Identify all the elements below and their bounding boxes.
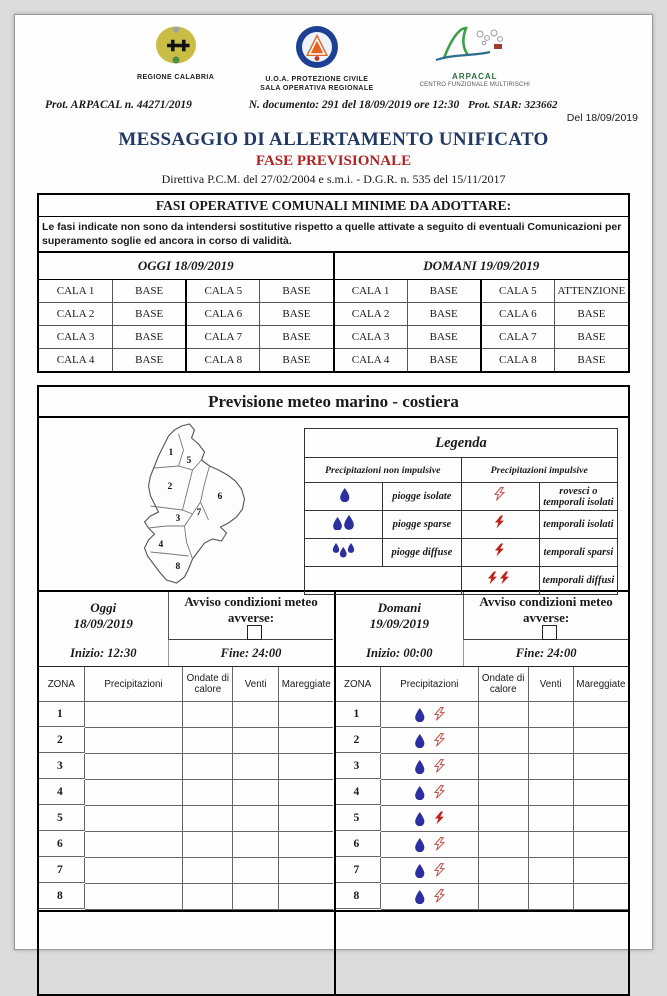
zone-mareggiate [574,832,628,858]
zone-ondate-di-calore [183,858,233,884]
legend-title: Legenda [305,429,618,458]
cala-phase-cell: BASE [113,280,187,303]
map-zone-label: 6 [217,492,223,503]
avviso-cell [464,592,628,640]
zone-ondate-di-calore [183,884,233,910]
legend-col-impulsive: Precipitazioni impulsive [461,458,618,483]
storm-diffuse-icon [487,571,513,586]
forecast-days [39,590,628,910]
storm-isolated-icon [493,515,507,530]
cala-phase-cell: BASE [407,280,481,303]
fasi-day-header: OGGI 18/09/2019 [39,253,334,280]
zone-ondate-di-calore [479,702,529,728]
zone-mareggiate [574,728,628,754]
zone-row [336,806,629,832]
zone-ondate-di-calore [183,754,233,780]
map-zone-label: 5 [186,456,192,467]
notes-box-domani [334,910,629,994]
cala-phase-cell: BASE [260,326,334,349]
zone-precipitazioni [85,754,184,780]
zone-number: 2 [39,728,85,753]
prot-arpacal: Prot. ARPACAL n. 44271/2019 [45,99,192,111]
zone-precipitazioni [381,832,479,858]
prot-siar-block [468,99,638,124]
avviso-cell [169,592,334,640]
map-zone-label: 8 [175,562,181,573]
zone-precipitazioni [381,884,479,910]
cala-zone-cell: CALA 8 [186,349,260,372]
shower-isolated-outline-icon [493,487,507,502]
zone-number: 5 [336,806,381,831]
cala-zone-cell: CALA 7 [481,326,555,349]
zone-number: 8 [39,884,85,909]
inizio-label: Inizio: 12:30 [39,640,169,666]
zone-precipitazioni [85,702,184,728]
rain-isolated-icon [412,785,426,800]
zone-precipitazioni [85,806,184,832]
zone-number: 1 [336,702,381,727]
rain-isolated-icon [412,707,426,722]
zone-venti [529,780,574,806]
calabria-zones-map [81,422,296,591]
document-page [14,14,653,950]
zone-ondate-di-calore [479,728,529,754]
rain-diffuse-icon [332,543,356,558]
cala-phase-cell: BASE [554,349,628,372]
cala-phase-cell: BASE [407,303,481,326]
fasi-operative-box [37,193,630,373]
zone-row [39,884,334,910]
zone-precipitazioni [85,858,184,884]
fasi-heading: FASI OPERATIVE COMUNALI MINIME DA ADOTTARE: [39,195,628,217]
zone-number: 3 [39,754,85,779]
page-title: MESSAGGIO DI ALLERTAMENTO UNIFICATO [118,129,549,150]
zone-venti [233,780,279,806]
zone-precipitazioni [381,780,479,806]
zone-ondate-di-calore [479,858,529,884]
storm-scattered-icon [493,543,507,558]
header-logos [15,25,652,97]
del-date: Del 18/09/2019 [566,112,638,124]
zone-number: 7 [336,858,381,883]
zone-ondate-di-calore [479,832,529,858]
zone-venti [233,728,279,754]
zone-row [336,728,629,754]
avviso-label: Avviso condizioni meteo avverse: [479,594,613,625]
zone-row [39,728,334,754]
rain-isolated-icon [412,811,426,826]
column-header: Ondate di calore [479,667,529,702]
regione-calabria-emblem-icon [153,25,199,72]
cala-zone-cell: CALA 8 [481,349,555,372]
forecast-day-domani [334,592,629,910]
fine-label: Fine: 24:00 [220,645,282,660]
avviso-checkbox[interactable] [247,625,262,640]
avviso-label: Avviso condizioni meteo avverse: [184,594,318,625]
fine-label: Fine: 24:00 [515,645,577,660]
zone-row [39,806,334,832]
day-date-label [39,592,169,640]
shower-isolated-outline-icon [433,889,447,904]
column-header: Mareggiate [574,667,628,702]
zone-venti [233,884,279,910]
zone-venti [529,858,574,884]
column-header: Precipitazioni [381,667,479,702]
shower-isolated-outline-icon [433,837,447,852]
cala-phase-cell: BASE [260,280,334,303]
cala-zone-cell: CALA 2 [39,303,113,326]
legend-icon-cell [461,511,539,539]
column-header: Precipitazioni [85,667,184,702]
legend-empty-cell [305,567,462,595]
zone-row [39,702,334,728]
zone-venti [529,832,574,858]
legend-label: temporali diffusi [539,567,617,595]
zone-ondate-di-calore [183,832,233,858]
zone-precipitazioni [381,754,479,780]
shower-isolated-outline-icon [433,733,447,748]
legend-icon-cell [305,483,383,511]
cala-zone-cell: CALA 3 [334,326,408,349]
shower-isolated-outline-icon [433,863,447,878]
zone-precipitazioni [85,780,184,806]
zone-number: 8 [336,884,381,909]
zone-venti [529,884,574,910]
legend-icon-cell [461,483,539,511]
zone-precipitazioni [381,858,479,884]
fasi-note: Le fasi indicate non sono da intendersi sostitutive rispetto a quelle attivate a seguito di eventuali Comunicazioni per superamento soglie ed ancora in corso di validità. [39,217,628,253]
legend-label: temporali isolati [539,511,617,539]
zone-venti [529,806,574,832]
rain-scattered-icon [332,515,356,530]
rain-isolated-icon [337,487,351,502]
legend-label: piogge isolate [383,483,461,511]
svg-text:✚: ✚ [177,39,190,55]
cala-phase-cell: BASE [113,326,187,349]
zone-row [336,858,629,884]
prot-siar: Prot. SIAR: 323662 [468,99,558,111]
map-zone-label: 1 [168,448,174,459]
legend-icon-cell [461,567,539,595]
cala-zone-cell: CALA 6 [481,303,555,326]
notes-row [39,910,628,994]
protocol-row [15,97,652,129]
legend-col-non-impulsive: Precipitazioni non impulsive [305,458,462,483]
cala-zone-cell: CALA 2 [334,303,408,326]
column-header: Venti [233,667,279,702]
previsione-box [37,385,630,996]
svg-text:✚: ✚ [166,39,179,55]
cala-phase-cell: BASE [554,326,628,349]
shower-isolated-outline-icon [433,759,447,774]
day-date: 19/09/2019 [369,616,429,632]
page-subtitle: FASE PREVISIONALE [255,153,412,169]
zone-row [39,832,334,858]
zone-number: 6 [39,832,85,857]
zone-venti [233,702,279,728]
logo-arpacal [420,25,530,88]
zone-row [336,702,629,728]
shower-isolated-outline-icon [433,707,447,722]
zone-mareggiate [279,702,333,728]
zone-row [39,754,334,780]
zone-ondate-di-calore [479,780,529,806]
inizio-label: Inizio: 00:00 [336,640,465,666]
logo-caption: U.O.A. PROTEZIONE CIVILE SALA OPERATIVA REGIONALE [260,76,374,92]
cala-zone-cell: CALA 7 [186,326,260,349]
zone-mareggiate [574,806,628,832]
legend-icon-cell [305,539,383,567]
column-header: ZONA [336,667,381,702]
cala-phase-cell: BASE [260,349,334,372]
cala-phase-cell: BASE [407,349,481,372]
zone-mareggiate [574,754,628,780]
zone-ondate-di-calore [479,806,529,832]
cala-zone-cell: CALA 5 [186,280,260,303]
legend-icon-cell [461,539,539,567]
day-name: Oggi [90,600,117,616]
map-zone-label: 4 [158,540,164,551]
zone-ondate-di-calore [183,702,233,728]
zone-row [336,780,629,806]
zone-row [39,780,334,806]
cala-zone-cell: CALA 1 [334,280,408,303]
zone-mareggiate [279,728,333,754]
column-header: Mareggiate [279,667,333,702]
zone-precipitazioni [381,728,479,754]
arpacal-emblem-icon [432,25,518,70]
zone-mareggiate [279,832,333,858]
zone-mareggiate [279,858,333,884]
cala-zone-cell: CALA 4 [39,349,113,372]
cala-table [39,253,628,371]
zone-number: 7 [39,858,85,883]
zone-venti [529,728,574,754]
zone-number: 3 [336,754,381,779]
cala-phase-cell: ATTENZIONE [554,280,628,303]
logo-caption: ARPACAL [452,72,498,81]
zone-row [39,858,334,884]
rain-isolated-icon [412,759,426,774]
legend-label: temporali sparsi [539,539,617,567]
logo-caption: REGIONE CALABRIA [136,74,215,81]
zone-ondate-di-calore [183,728,233,754]
cala-zone-cell: CALA 3 [39,326,113,349]
cala-phase-cell: BASE [260,303,334,326]
rain-isolated-icon [412,837,426,852]
zone-number: 6 [336,832,381,857]
zone-ondate-di-calore [479,754,529,780]
zone-mareggiate [279,806,333,832]
protezione-civile-emblem-icon [295,25,339,74]
cala-zone-cell: CALA 1 [39,280,113,303]
legend-table [304,428,618,595]
column-header: ZONA [39,667,85,702]
zone-venti [233,858,279,884]
zone-mareggiate [574,780,628,806]
cala-phase-cell: BASE [554,303,628,326]
zone-number: 2 [336,728,381,753]
logo-protezione-civile [260,25,373,94]
cala-zone-cell: CALA 4 [334,349,408,372]
zone-number: 4 [39,780,85,805]
legend-label: rovesci o temporali isolati [539,483,617,511]
cala-phase-cell: BASE [113,349,187,372]
map-zone-label: 2 [167,482,173,493]
zone-mareggiate [279,884,333,910]
rain-isolated-icon [412,863,426,878]
zone-number: 5 [39,806,85,831]
column-header: Venti [529,667,574,702]
zone-venti [233,754,279,780]
zone-precipitazioni [381,702,479,728]
zone-mareggiate [279,754,333,780]
zone-row [336,884,629,910]
legend-label: piogge sparse [383,511,461,539]
rain-isolated-icon [412,733,426,748]
cala-phase-cell: BASE [113,303,187,326]
zone-number: 4 [336,780,381,805]
n-documento: N. documento: 291 del 18/09/2019 ore 12:30 [248,99,460,111]
zone-mareggiate [279,780,333,806]
zone-precipitazioni [381,806,479,832]
direttiva-line: Direttiva P.C.M. del 27/02/2004 e s.m.i. - D.G.R. n. 535 del 15/11/2017 [161,172,506,186]
zone-precipitazioni [85,832,184,858]
legend-label: piogge diffuse [383,539,461,567]
avviso-checkbox[interactable] [542,625,557,640]
zone-row [336,754,629,780]
column-header: Ondate di calore [183,667,233,702]
storm-isolated-icon [433,811,447,826]
shower-isolated-outline-icon [433,785,447,800]
zone-row [336,832,629,858]
cala-zone-cell: CALA 6 [186,303,260,326]
zone-ondate-di-calore [479,884,529,910]
map-zone-label: 7 [196,508,202,519]
day-name: Domani [377,600,422,616]
zone-mareggiate [574,858,628,884]
zone-ondate-di-calore [183,780,233,806]
previsione-title: Previsione meteo marino - costiera [39,387,628,418]
zone-precipitazioni [85,728,184,754]
rain-isolated-icon [412,889,426,904]
cala-zone-cell: CALA 5 [481,280,555,303]
forecast-day-oggi [39,592,334,910]
zone-venti [233,832,279,858]
fasi-day-header: DOMANI 19/09/2019 [334,253,629,280]
map-zone-label: 3 [175,514,181,525]
logo-subcaption: CENTRO FUNZIONALE MULTIRISCHI [419,82,530,88]
zone-precipitazioni [85,884,184,910]
cala-phase-cell: BASE [407,326,481,349]
zone-venti [529,754,574,780]
day-date: 18/09/2019 [73,616,133,632]
zone-venti [233,806,279,832]
zone-number: 1 [39,702,85,727]
notes-box-oggi [39,910,334,994]
legend-icon-cell [305,511,383,539]
zone-venti [529,702,574,728]
previsione-content [39,418,628,590]
logo-regione-calabria [137,25,214,83]
zone-mareggiate [574,884,628,910]
zone-ondate-di-calore [183,806,233,832]
zone-mareggiate [574,702,628,728]
day-date-label [336,592,465,640]
